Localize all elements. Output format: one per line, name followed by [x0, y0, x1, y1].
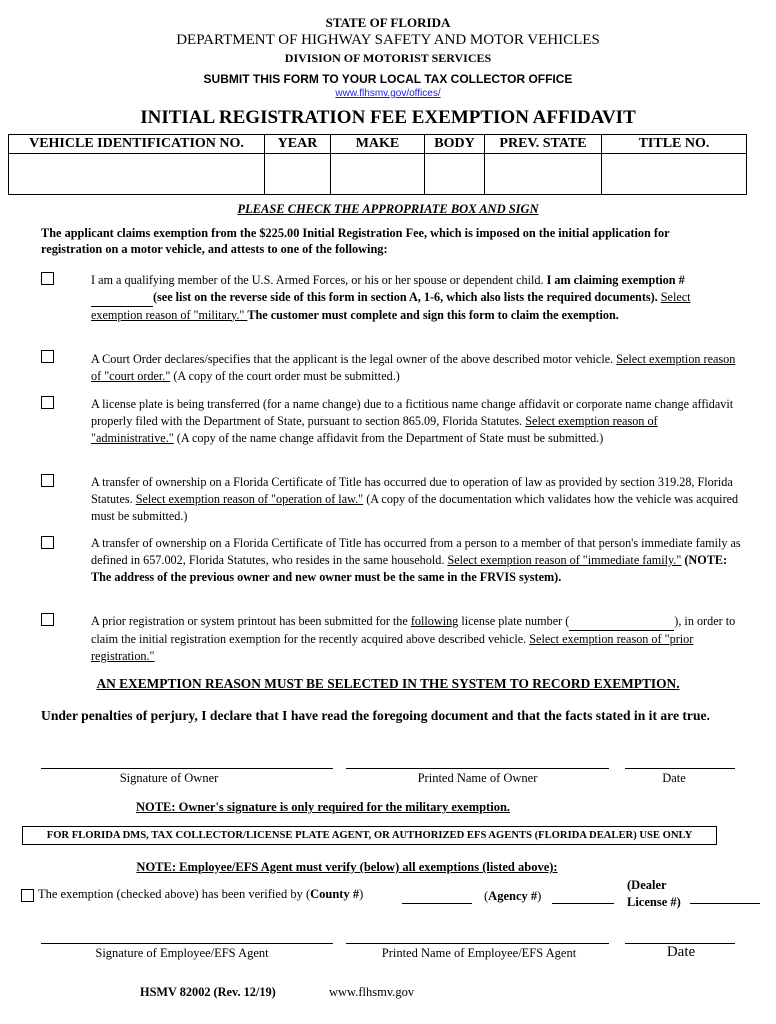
immediate-family-exemption-text [91, 535, 741, 585]
operation-of-law-text-c: (A copy of the documentation which validates how the vehicle was acquired must be submitted.) [91, 491, 739, 523]
verified-checkbox[interactable] [21, 889, 34, 902]
administrative-exemption-text [91, 396, 741, 446]
agent-signature-label: Signature of Employee/EFS Agent [95, 946, 269, 960]
prior-registration-select-reason: Select exemption reason of "prior registration." [91, 631, 694, 663]
court-order-exemption-text [91, 351, 741, 385]
column-header-vin: VEHICLE IDENTIFICATION NO. [9, 135, 265, 154]
owner-printed-name-line[interactable] [346, 768, 609, 769]
prior-registration-text-c: license plate number ( [458, 614, 570, 628]
military-select-reason: Select exemption reason of "military." [91, 289, 691, 322]
make-field[interactable] [331, 154, 425, 195]
dealer-label-line-2: License #) [627, 894, 681, 909]
owner-signature-label: Signature of Owner [119, 771, 219, 785]
county-paren-close: ) [359, 887, 364, 901]
owner-signature-line[interactable] [41, 768, 333, 769]
dealer-license-label [627, 877, 681, 910]
form-number: HSMV 82002 (Rev. 12/19) [140, 985, 276, 999]
immediate-family-exemption-checkbox[interactable] [41, 536, 54, 549]
military-exemption-checkbox[interactable] [41, 272, 54, 285]
military-text-a: I am a qualifying member of the U.S. Armed Forces, or his or her spouse or dependent child. [91, 273, 547, 287]
division-heading: DIVISION OF MOTORIST SERVICES [284, 51, 492, 65]
agency-label: Agency # [488, 889, 538, 903]
military-text-e: The customer must complete and sign this form to claim the exemption. [247, 307, 619, 322]
prior-registration-text-b: following [410, 614, 459, 628]
license-plate-number-field[interactable] [569, 613, 674, 631]
submit-note: SUBMIT THIS FORM TO YOUR LOCAL TAX COLLECTOR OFFICE [203, 72, 573, 86]
prior-registration-exemption-text [91, 613, 749, 664]
vehicle-info-table [8, 134, 747, 195]
agent-date-label: Date [666, 944, 696, 960]
prior-registration-exemption-checkbox[interactable] [41, 613, 54, 626]
agency-number-field[interactable] [552, 903, 614, 904]
column-header-make: MAKE [331, 135, 425, 154]
prev-state-field[interactable] [485, 154, 602, 195]
department-heading: DEPARTMENT OF HIGHWAY SAFETY AND MOTOR VEHICLES [176, 32, 600, 48]
verified-statement [38, 887, 363, 902]
check-box-note: PLEASE CHECK THE APPROPRIATE BOX AND SIGN [237, 202, 539, 216]
perjury-statement: Under penalties of perjury, I declare that I have read the foregoing document and that the facts stated in it are true. [41, 708, 710, 723]
vehicle-table-header [9, 135, 747, 154]
agent-signature-line[interactable] [41, 943, 333, 944]
verified-text: The exemption (checked above) has been verified by ( [38, 887, 311, 901]
agency-paren-close: ) [537, 889, 542, 903]
dealer-label-line-1: (Dealer [627, 878, 667, 892]
form-title: INITIAL REGISTRATION FEE EXEMPTION AFFIDAVIT [140, 107, 636, 128]
offices-link[interactable]: www.flhsmv.gov/offices/ [335, 88, 441, 99]
immediate-family-select-reason: Select exemption reason of "immediate family." [447, 552, 682, 567]
county-number-field[interactable] [402, 903, 472, 904]
immediate-family-text-c: (NOTE: The address of the previous owner and new owner must be the same in the FRVIS system). [91, 552, 728, 584]
system-exemption-note: AN EXEMPTION REASON MUST BE SELECTED IN THE SYSTEM TO RECORD EXEMPTION. [96, 676, 680, 691]
military-text-c: (see list on the reverse side of this form in section A, 1-6, which also lists the required documents). [153, 289, 658, 304]
column-header-year: YEAR [265, 135, 331, 154]
state-heading: STATE OF FLORIDA [325, 15, 451, 30]
agent-printed-name-line[interactable] [346, 943, 609, 944]
court-order-text-c: (A copy of the court order must be submitted.) [170, 368, 400, 383]
administrative-exemption-checkbox[interactable] [41, 396, 54, 409]
prior-registration-text-d: ), in order to claim the initial registration exemption for the recently acquired above described vehicle. [91, 614, 736, 646]
vehicle-table-entry-row [9, 154, 747, 195]
operation-of-law-exemption-checkbox[interactable] [41, 474, 54, 487]
footer-website[interactable]: www.flhsmv.gov [329, 985, 415, 999]
military-text-b: I am claiming exemption # [546, 273, 685, 287]
year-field[interactable] [265, 154, 331, 195]
administrative-text-a: A license plate is being transferred (for a name change) due to a fictitious name change affidavit or corporate name change affidavit properly filed with the Department of State, pursuant to section 865.09, Florida Statutes. [91, 397, 734, 428]
body-field[interactable] [425, 154, 485, 195]
court-order-text-a: A Court Order declares/specifies that the applicant is the legal owner of the above described motor vehicle. [91, 352, 617, 366]
county-label: County # [310, 887, 360, 901]
dealer-license-field[interactable] [690, 903, 760, 904]
owner-date-label: Date [662, 771, 686, 785]
administrative-select-reason: Select exemption reason of "administrative." [91, 413, 658, 445]
military-exemption-text [91, 272, 741, 323]
column-header-prev-state: PREV. STATE [485, 135, 602, 154]
column-header-body: BODY [425, 135, 485, 154]
court-order-select-reason: Select exemption reason of "court order." [91, 352, 736, 383]
operation-of-law-select-reason: Select exemption reason of "operation of law." [135, 491, 364, 506]
immediate-family-text-a: A transfer of ownership on a Florida Certificate of Title has occurred from a person to a member of that person's immediate family as defined in 657.002, Florida Statutes, who resides in the same household. [91, 536, 741, 567]
operation-of-law-text-a: A transfer of ownership on a Florida Certificate of Title has occurred due to operation of law as provided by section 319.28, Florida Statutes. [91, 475, 733, 506]
owner-date-line[interactable] [625, 768, 735, 769]
operation-of-law-exemption-text [91, 474, 741, 524]
administrative-text-c: (A copy of the name change affidavit from the Department of State must be submitted.) [173, 430, 604, 445]
vin-field[interactable] [9, 154, 265, 195]
owner-printed-name-label: Printed Name of Owner [417, 771, 538, 785]
column-header-title-no: TITLE NO. [602, 135, 747, 154]
agent-printed-name-label: Printed Name of Employee/EFS Agent [381, 946, 577, 960]
court-order-exemption-checkbox[interactable] [41, 350, 54, 363]
offices-link-row [0, 88, 776, 99]
prior-registration-text-a: A prior registration or system printout has been submitted for the [91, 614, 411, 628]
owner-signature-note: NOTE: Owner's signature is only required for the military exemption. [135, 800, 511, 814]
agent-verify-note: NOTE: Employee/EFS Agent must verify (below) all exemptions (listed above): [136, 860, 558, 874]
exemption-number-field[interactable] [91, 289, 153, 307]
intro-statement: The applicant claims exemption from the $225.00 Initial Registration Fee, which is imposed on the initial application for registration on a motor vehicle, and attests to one of the following: [41, 226, 670, 256]
title-no-field[interactable] [602, 154, 747, 195]
agency-label-row [484, 889, 541, 904]
agency-paren-open: ( [484, 889, 489, 903]
agent-use-only-banner: FOR FLORIDA DMS, TAX COLLECTOR/LICENSE PLATE AGENT, OR AUTHORIZED EFS AGENTS (FLORIDA DEALER) USE ONLY [22, 826, 717, 845]
